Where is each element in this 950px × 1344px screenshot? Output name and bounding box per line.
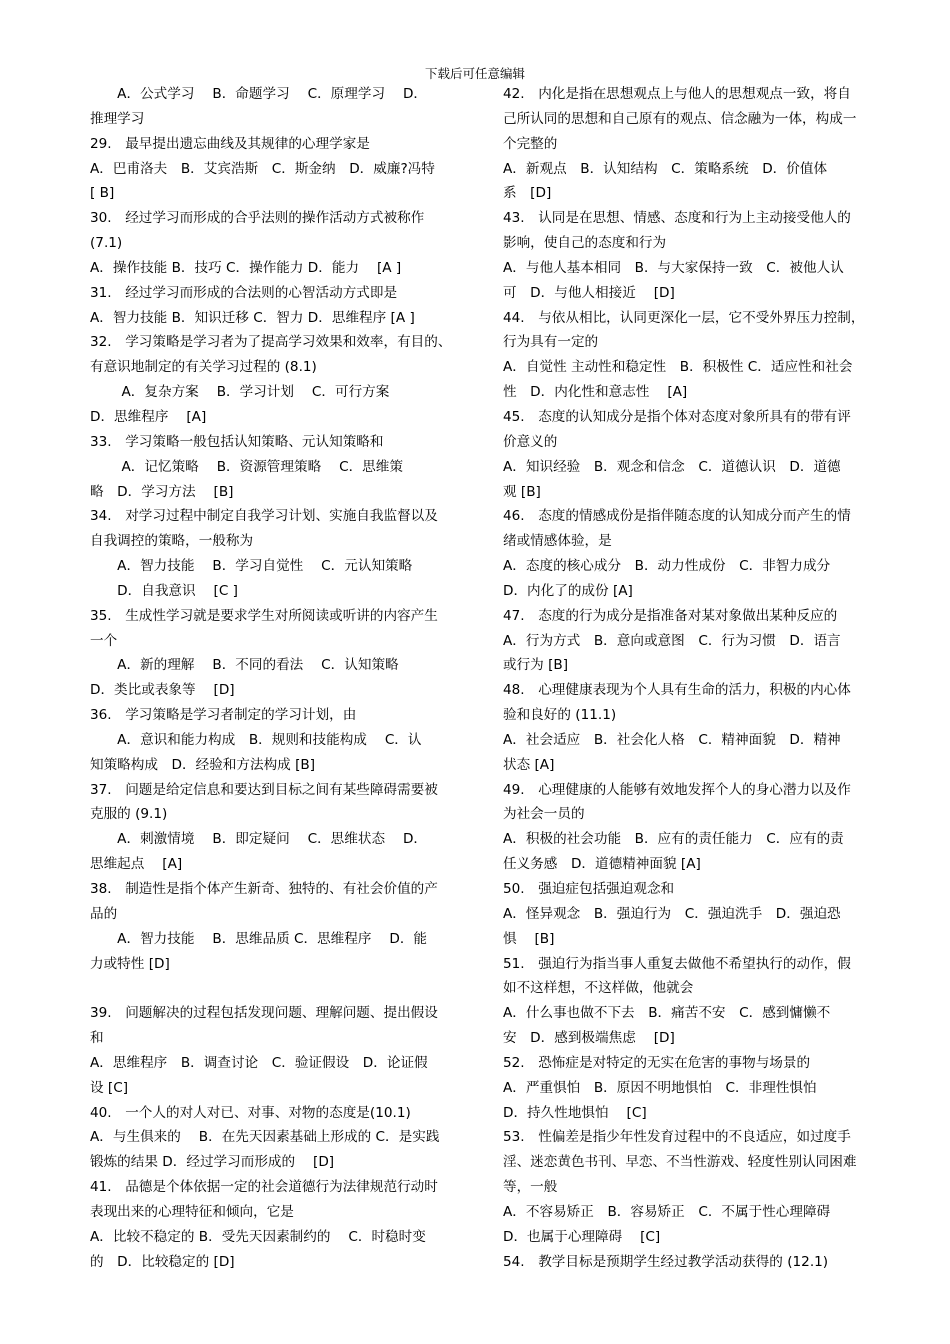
text-line: A．记忆策略 B．资源管理策略 C．思维策 [90, 458, 403, 475]
text-line: A．刺激情境 B．即定疑问 C．思维状态 D． [90, 831, 428, 848]
text-line: 状态 [A] [503, 756, 555, 773]
text-line: 29. 最早提出遗忘曲线及其规律的心理学家是 [90, 135, 370, 152]
text-line: D．类比或表象等 [D] [90, 682, 235, 699]
text-line: 37. 问题是给定信息和要达到目标之间有某些障碍需要被 [90, 781, 438, 798]
text-line: D．也属于心理障碍 [C] [503, 1228, 661, 1245]
text-line: 惧 [B] [503, 930, 555, 947]
text-line: A．智力技能 B．学习自觉性 C．元认知策略 [90, 558, 413, 575]
text-line: 推理学习 [90, 110, 145, 127]
text-line: A．积极的社会功能 B．应有的责任能力 C．应有的责 [503, 831, 844, 848]
text-line: 个完整的 [503, 135, 558, 152]
text-line: 和 [90, 1030, 104, 1047]
left-column [90, 82, 468, 1275]
text-line: 观 [B] [503, 483, 541, 500]
blank-line [90, 976, 468, 1001]
right-column [503, 82, 881, 1275]
text-line: 33. 学习策略一般包括认知策略、元认知策略和 [90, 433, 384, 450]
text-line: A．自觉性 主动性和稳定性 B．积极性 C．适应性和社会 [503, 359, 853, 376]
text-line: 49. 心理健康的人能够有效地发挥个人的身心潜力以及作 [503, 781, 851, 798]
text-line: 行为具有一定的 [503, 334, 599, 351]
text-line: A．新观点 B．认知结构 C．策略系统 D．价值体 [503, 160, 828, 177]
text-line: 表现出来的心理特征和倾向，它是 [90, 1203, 294, 1220]
text-line: D．持久性地惧怕 [C] [503, 1104, 647, 1121]
text-line: 40. 一个人的对人对已、对事、对物的态度是(10.1) [90, 1104, 411, 1121]
text-line: 43. 认同是在思想、情感、态度和行为上主动接受他人的 [503, 210, 851, 227]
text-line: 有意识地制定的有关学习过程的 (8.1) [90, 359, 317, 376]
text-line: 35. 生成性学习就是要求学生对所阅读或听讲的内容产生 [90, 607, 438, 624]
text-line: A．知识经验 B．观念和信念 C．道德认识 D．道德 [503, 458, 841, 475]
text-line: A．意识和能力构成 B．规则和技能构成 C．认 [90, 731, 422, 748]
text-line: D．内化了的成份 [A] [503, 582, 633, 599]
text-line: 克服的 (9.1) [90, 806, 168, 823]
text-line: A．态度的核心成分 B．动力性成份 C．非智力成分 [503, 558, 831, 575]
page-header: 下载后可任意编辑 [424, 66, 525, 81]
text-line: A．智力技能 B．知识迁移 C．智力 D．思维程序 [A ] [90, 309, 415, 326]
text-line: 为社会一员的 [503, 806, 585, 823]
text-line: 自我调控的策略，一般称为 [90, 533, 254, 550]
text-line: 一个 [90, 632, 118, 649]
text-line: 如不这样想，不这样做，他就会 [503, 980, 694, 997]
text-line: A．行为方式 B．意向或意图 C．行为习惯 D．语言 [503, 632, 841, 649]
text-line: 41. 品德是个体依据一定的社会道德行为法律规范行动时 [90, 1179, 438, 1196]
text-line: 52. 恐怖症是对特定的无实在危害的事物与场景的 [503, 1054, 811, 1071]
text-line: D．思维程序 [A] [90, 408, 207, 425]
text-line: 略 D．学习方法 [B] [90, 483, 234, 500]
text-line: A．公式学习 B．命题学习 C．原理学习 D． [90, 86, 428, 102]
text-line: 46. 态度的情感成份是指伴随态度的认知成分而产生的情 [503, 508, 851, 525]
text-line: 性 D．内化性和意志性 [A] [503, 384, 688, 401]
text-line: 42. 内化是指在思想观点上与他人的思想观点一致，将自 [503, 86, 851, 102]
text-line: 思维起点 [A] [90, 856, 183, 873]
text-line: A．智力技能 B．思维品质 C．思维程序 D．能 [90, 930, 428, 947]
text-line: 39. 问题解决的过程包括发现问题、理解问题、提出假设 [90, 1005, 438, 1022]
text-line: 45. 态度的认知成分是指个体对态度对象所具有的带有评 [503, 408, 851, 425]
text-line: A．思维程序 B．调查讨论 C．验证假设 D．论证假 [90, 1054, 428, 1071]
text-line: A．什么事也做不下去 B．痛苦不安 C．感到慵懒不 [503, 1005, 831, 1022]
text-line: 31. 经过学习而形成的合法则的心智活动方式即是 [90, 284, 398, 301]
text-line: 可 D．与他人相接近 [D] [503, 284, 675, 301]
text-line: 设 [C] [90, 1079, 129, 1096]
text-line: 53. 性偏差是指少年性发育过程中的不良适应，如过度手 [503, 1129, 851, 1146]
text-line: 绪或情感体验，是 [503, 533, 612, 550]
text-line: 50. 强迫症包括强迫观念和 [503, 881, 675, 897]
text-line: 品的 [90, 905, 118, 922]
text-line: A．社会适应 B．社会化人格 C．精神面貌 D．精神 [503, 731, 841, 748]
text-line: A．不容易矫正 B．容易矫正 C．不属于性心理障碍 [503, 1203, 831, 1220]
text-line: A．巴甫洛夫 B．艾宾浩斯 C．斯金纳 D．威廉?冯特 [90, 160, 435, 177]
text-line: 锻炼的结果 D．经过学习而形成的 [D] [90, 1154, 335, 1171]
text-line: 或行为 [B] [503, 657, 569, 674]
text-line: 任义务感 D．道德精神面貌 [A] [503, 856, 701, 873]
text-line: A．与生俱来的 B．在先天因素基础上形成的 C．是实践 [90, 1129, 440, 1146]
text-line: (7.1) [90, 235, 123, 252]
text-line: A．操作技能 B．技巧 C．操作能力 D．能力 [A ] [90, 259, 402, 276]
text-line: A．新的理解 B．不同的看法 C．认知策略 [90, 657, 399, 674]
text-line: 的 D．比较稳定的 [D] [90, 1253, 235, 1270]
text-line: 51. 强迫行为指当事人重复去做他不希望执行的动作，假 [503, 955, 851, 972]
text-line: 36. 学习策略是学习者制定的学习计划，由 [90, 707, 357, 724]
text-line: 力或特性 [D] [90, 955, 170, 972]
text-line: 38. 制造性是指个体产生新奇、独特的、有社会价值的产 [90, 881, 438, 897]
text-line: 安 D．感到极端焦虑 [D] [503, 1030, 675, 1047]
text-line: 等，一般 [503, 1179, 558, 1196]
text-line: 44. 与依从相比，认同更深化一层，它不受外界压力控制， [503, 309, 865, 326]
text-line: 验和良好的 (11.1) [503, 707, 617, 724]
text-line: 系 [D] [503, 185, 552, 202]
text-line: A．怪异观念 B．强迫行为 C．强迫洗手 D．强迫恐 [503, 905, 841, 922]
text-line: [ B] [90, 185, 115, 202]
text-line: 淫、迷恋黄色书刊、早恋、不当性游戏、轻度性别认同困难 [503, 1154, 857, 1171]
text-line: A．与他人基本相同 B．与大家保持一致 C．被他人认 [503, 259, 844, 276]
text-line: 34. 对学习过程中制定自我学习计划、实施自我监督以及 [90, 508, 438, 525]
text-line: 影响，使自己的态度和行为 [503, 235, 667, 252]
text-line: 54. 教学目标是预期学生经过教学活动获得的 (12.1) [503, 1253, 829, 1270]
text-line: 己所认同的思想和自己原有的观点、信念融为一体，构成一 [503, 110, 857, 127]
text-line: A．复杂方案 B．学习计划 C．可行方案 [90, 384, 390, 401]
text-line: A．严重惧怕 B．原因不明地惧怕 C．非理性惧怕 [503, 1079, 817, 1096]
text-line: 价意义的 [503, 433, 558, 450]
text-line: 30. 经过学习而形成的合乎法则的操作活动方式被称作 [90, 210, 425, 227]
text-line: D．自我意识 [C ] [90, 582, 238, 599]
text-line: 知策略构成 D．经验和方法构成 [B] [90, 756, 316, 773]
text-line: A．比较不稳定的 B．受先天因素制约的 C．时稳时变 [90, 1228, 426, 1245]
text-line: 32. 学习策略是学习者为了提高学习效果和效率，有目的、 [90, 334, 452, 351]
text-line: 47. 态度的行为成分是指准备对某对象做出某种反应的 [503, 607, 838, 624]
text-line: 48. 心理健康表现为个人具有生命的活力，积极的内心体 [503, 682, 851, 699]
